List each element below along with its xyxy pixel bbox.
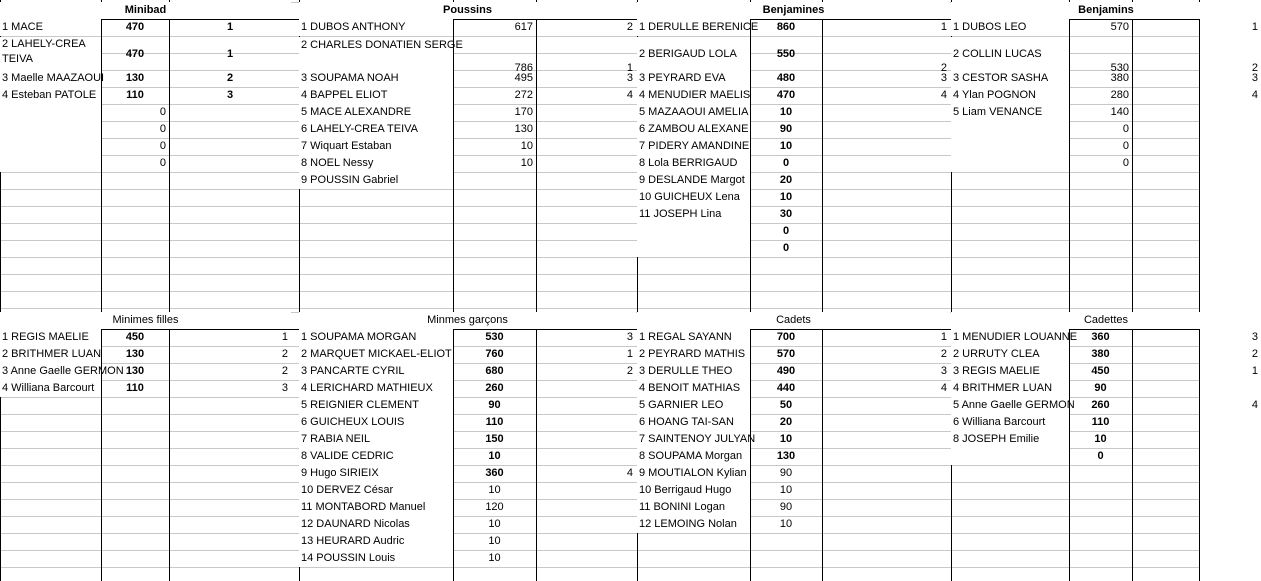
entry-name: 1 REGIS MAELIE (0, 329, 101, 346)
entry-rank (536, 499, 636, 516)
entry-name: 2 BERIGAUD LOLA (637, 37, 750, 71)
entry-score: 10 (488, 535, 501, 547)
entry-score: 470 (776, 89, 796, 101)
entry-name (951, 121, 1069, 138)
entry-score: 0 (159, 106, 166, 118)
entry-rank (536, 104, 636, 121)
entry-rank: 2 (1251, 348, 1258, 360)
entry-name: 1 REGAL SAYANN (637, 329, 750, 346)
entry-rank (536, 155, 636, 172)
entry-rank (1132, 138, 1261, 155)
entry-name: 2 COLLIN LUCAS (951, 37, 1069, 71)
entry-score: 10 (779, 140, 793, 152)
entry-rank (1132, 414, 1261, 431)
entry-score: 110 (1091, 416, 1110, 428)
entry-score: 786 (514, 62, 533, 74)
entry-name: 3 PEYRARD EVA (637, 70, 750, 87)
entry-rank (822, 138, 950, 155)
entry-score: 90 (1094, 382, 1107, 394)
entry-score: 380 (1091, 348, 1110, 360)
entry-rank (536, 397, 636, 414)
entry-name: 5 REIGNIER CLEMENT (299, 397, 453, 414)
entry-rank (536, 172, 636, 189)
cadettes-title: Cadettes (951, 312, 1261, 329)
entry-name: 6 GUICHEUX LOUIS (299, 414, 453, 431)
entry-name: 5 MAZAAOUI AMELIA (637, 104, 750, 121)
entry-name: 4 Ylan POGNON (951, 87, 1069, 104)
entry-name (951, 448, 1069, 465)
entry-score: 570 (1110, 21, 1129, 33)
entry-score: 170 (514, 106, 533, 118)
entry-rank: 3 (226, 89, 234, 101)
minimes-filles-title: Minimes filles (0, 312, 291, 329)
entry-rank: 3 (626, 72, 633, 84)
entry-name: 5 Anne Gaelle GERMON (951, 397, 1069, 414)
grid-row-line (0, 240, 1200, 241)
entry-name: 7 PIDERY AMANDINE (637, 138, 750, 155)
entry-name: 8 NOEL Nessy (299, 155, 453, 172)
entry-name: 4 BRITHMER LUAN (951, 380, 1069, 397)
entry-name: 9 DESLANDE Margot (637, 172, 750, 189)
entry-name: 10 GUICHEUX Lena (637, 189, 750, 206)
entry-name: 6 HOANG TAI-SAN (637, 414, 750, 431)
entry-name: 1 DUBOS LEO (951, 19, 1069, 36)
entry-score: 50 (779, 399, 793, 411)
entry-score: 110 (126, 89, 144, 101)
entry-name: 9 POUSSIN Gabriel (299, 172, 453, 189)
entry-score: 272 (514, 89, 533, 101)
entry-name: 8 Lola BERRIGAUD (637, 155, 750, 172)
entry-name: 12 DAUNARD Nicolas (299, 516, 453, 533)
entry-score: 150 (485, 433, 504, 445)
entry-name (951, 138, 1069, 155)
entry-rank: 3 (940, 72, 947, 84)
entry-rank: 2 (626, 365, 633, 377)
entry-rank (169, 155, 291, 172)
entry-rank (822, 189, 950, 206)
entry-score: 0 (1122, 157, 1129, 169)
entry-score: 570 (776, 348, 796, 360)
entry-score: 260 (485, 382, 504, 394)
entry-rank (536, 431, 636, 448)
entry-name: 6 LAHELY-CREA TEIVA (299, 121, 453, 138)
entry-name: 1 DERULLE BERENICE (637, 19, 750, 36)
poussins-title: Poussins (299, 2, 636, 19)
minimes-garcons-title: Minmes garçons (299, 312, 636, 329)
entry-name (0, 104, 101, 121)
entry-name: 7 Wiquart Estaban (299, 138, 453, 155)
entry-rank (1132, 431, 1261, 448)
entry-score: 470 (125, 21, 145, 33)
entry-score: 90 (488, 399, 501, 411)
entry-score: 380 (1110, 72, 1129, 84)
entry-rank: 1 (226, 48, 234, 60)
entry-name: 1 DUBOS ANTHONY (299, 19, 453, 36)
entry-rank (1132, 448, 1261, 465)
entry-score: 450 (1091, 365, 1110, 377)
entry-rank: 4 (626, 89, 633, 101)
entry-score: 0 (1097, 450, 1104, 462)
entry-rank: 4 (626, 467, 633, 479)
entry-score: 10 (520, 157, 533, 169)
entry-name: 3 Anne Gaelle GERMON (0, 363, 101, 380)
entry-name: 3 REGIS MAELIE (951, 363, 1069, 380)
entry-score: 30 (779, 208, 793, 220)
entry-rank (536, 414, 636, 431)
entry-rank: 2 (626, 21, 633, 33)
grid-row-line (0, 567, 1200, 568)
entry-name: 5 Liam VENANCE (951, 104, 1069, 121)
entry-score: 10 (779, 106, 793, 118)
entry-score: 90 (779, 467, 793, 479)
entry-score: 110 (485, 416, 504, 428)
entry-rank: 4 (1251, 89, 1258, 101)
benjamines-title: Benjamines (637, 2, 950, 19)
grid-row-line (0, 223, 1200, 224)
entry-rank (822, 223, 950, 240)
entry-name: 11 BONINI Logan (637, 499, 750, 516)
entry-rank (822, 448, 950, 465)
entry-rank: 1 (626, 62, 633, 74)
entry-score: 680 (485, 365, 504, 377)
entry-name: 5 MACE ALEXANDRE (299, 104, 453, 121)
entry-name (0, 121, 101, 138)
entry-name: 7 SAINTENOY JULYAN (637, 431, 750, 448)
entry-rank: 3 (281, 382, 288, 394)
entry-rank: 1 (626, 348, 633, 360)
entry-score: 0 (1122, 123, 1129, 135)
entry-rank: 4 (940, 382, 947, 394)
entry-name (0, 155, 101, 172)
entry-score: 120 (485, 501, 504, 513)
entry-name: 1 MENUDIER LOUANNE (951, 329, 1069, 346)
entry-name: 12 LEMOING Nolan (637, 516, 750, 533)
entry-name: 4 MENUDIER MAELIS (637, 87, 750, 104)
entry-name: 11 JOSEPH Lina (637, 206, 750, 223)
entry-name: 4 BAPPEL ELIOT (299, 87, 453, 104)
grid-row-line (0, 206, 1200, 207)
entry-rank (822, 172, 950, 189)
entry-score: 700 (776, 331, 796, 343)
entry-rank (1132, 121, 1261, 138)
entry-rank (822, 499, 950, 516)
entry-rank: 2 (1251, 62, 1258, 74)
entry-rank (822, 414, 950, 431)
entry-name: 4 Esteban PATOLE (0, 87, 101, 104)
entry-name: 2 PEYRARD MATHIS (637, 346, 750, 363)
entry-score: 0 (782, 242, 790, 254)
entry-name: 8 SOUPAMA Morgan (637, 448, 750, 465)
entry-name: 3 CESTOR SASHA (951, 70, 1069, 87)
entry-name: 2 URRUTY CLEA (951, 346, 1069, 363)
entry-score: 10 (520, 140, 533, 152)
entry-rank (536, 380, 636, 397)
entry-rank (1132, 104, 1261, 121)
entry-name: 3 SOUPAMA NOAH (299, 70, 453, 87)
entry-rank (822, 206, 950, 223)
entry-name: 8 JOSEPH Emilie (951, 431, 1069, 448)
entry-score: 130 (125, 348, 145, 360)
entry-rank (169, 121, 291, 138)
entry-name: 14 POUSSIN Louis (299, 550, 453, 567)
entry-score: 10 (779, 433, 793, 445)
grid-row-line (0, 189, 1200, 190)
entry-rank (536, 138, 636, 155)
entry-score: 10 (1094, 433, 1107, 445)
entry-score: 90 (779, 123, 793, 135)
entry-score: 20 (779, 416, 793, 428)
entry-score: 360 (485, 467, 504, 479)
entry-rank: 2 (940, 62, 947, 74)
entry-rank (1132, 380, 1261, 397)
entry-score: 130 (125, 365, 145, 377)
entry-name: 8 VALIDE CEDRIC (299, 448, 453, 465)
entry-score: 0 (1122, 140, 1129, 152)
entry-name: 3 PANCARTE CYRIL (299, 363, 453, 380)
entry-name (637, 223, 750, 240)
grid-row-line (0, 308, 1200, 309)
entry-score: 530 (1110, 62, 1129, 74)
entry-score: 470 (125, 48, 145, 60)
entry-name: 4 BENOIT MATHIAS (637, 380, 750, 397)
entry-score: 10 (779, 191, 793, 203)
entry-rank (169, 138, 291, 155)
entry-name: 2 MARQUET MICKAEL-ELIOT (299, 346, 453, 363)
grid-row-line (0, 274, 1200, 275)
grid-row-line (0, 291, 1200, 292)
entry-score: 0 (782, 225, 790, 237)
entry-rank (822, 431, 950, 448)
entry-name: 10 DERVEZ César (299, 482, 453, 499)
entry-name: 2 LAHELY-CREA TEIVA (0, 37, 101, 71)
entry-score: 495 (514, 72, 533, 84)
entry-rank: 3 (1251, 72, 1258, 84)
entry-rank (169, 104, 291, 121)
entry-name: 3 Maelle MAAZAOUI (0, 70, 101, 87)
entry-score: 360 (1091, 331, 1110, 343)
entry-score: 20 (779, 174, 793, 186)
entry-rank (536, 121, 636, 138)
entry-rank (536, 482, 636, 499)
entry-score: 10 (488, 450, 501, 462)
entry-name (0, 138, 101, 155)
grid-row-line (0, 257, 1200, 258)
entry-rank (822, 121, 950, 138)
entry-rank: 2 (226, 72, 234, 84)
entry-score (453, 172, 536, 189)
cadets-title: Cadets (637, 312, 950, 329)
entry-rank (822, 397, 950, 414)
entry-name: 2 CHARLES DONATIEN SERGE (299, 37, 453, 71)
entry-rank (1132, 155, 1261, 172)
entry-rank: 1 (281, 331, 288, 343)
entry-name: 4 LERICHARD MATHIEUX (299, 380, 453, 397)
entry-rank: 1 (940, 331, 947, 343)
entry-score: 490 (776, 365, 796, 377)
entry-score: 440 (776, 382, 796, 394)
entry-name: 1 SOUPAMA MORGAN (299, 329, 453, 346)
minibad-title: Minibad (0, 2, 291, 19)
entry-rank: 3 (1251, 331, 1258, 343)
entry-score: 110 (126, 382, 144, 394)
entry-name: 10 Berrigaud Hugo (637, 482, 750, 499)
entry-rank: 1 (1251, 365, 1258, 377)
entry-score: 10 (779, 518, 793, 530)
entry-rank (822, 482, 950, 499)
entry-rank: 2 (281, 348, 288, 360)
entry-rank (822, 155, 950, 172)
entry-score: 530 (485, 331, 504, 343)
entry-name: 4 Williana Barcourt (0, 380, 101, 397)
entry-score: 0 (159, 157, 166, 169)
entry-rank (536, 550, 636, 567)
entry-rank (822, 465, 950, 482)
entry-score: 0 (159, 140, 166, 152)
entry-name: 1 MACE (0, 19, 101, 36)
entry-score: 860 (776, 21, 796, 33)
entry-score: 760 (485, 348, 504, 360)
entry-name: 11 MONTABORD Manuel (299, 499, 453, 516)
entry-rank: 2 (281, 365, 288, 377)
entry-score: 450 (125, 331, 145, 343)
entry-rank (822, 104, 950, 121)
benjamins-title: Benjamins (951, 2, 1261, 19)
entry-rank (822, 516, 950, 533)
entry-name: 5 GARNIER LEO (637, 397, 750, 414)
entry-name: 13 HEURARD Audric (299, 533, 453, 550)
entry-name: 6 ZAMBOU ALEXANE (637, 121, 750, 138)
entry-score: 130 (514, 123, 533, 135)
entry-score: 280 (1110, 89, 1129, 101)
entry-rank (536, 533, 636, 550)
entry-rank: 2 (940, 348, 947, 360)
entry-score: 10 (488, 518, 501, 530)
entry-score: 0 (782, 157, 790, 169)
entry-name: 6 Williana Barcourt (951, 414, 1069, 431)
entry-rank (536, 448, 636, 465)
entry-rank: 3 (626, 331, 633, 343)
entry-name: 2 BRITHMER LUAN (0, 346, 101, 363)
entry-score: 480 (776, 72, 796, 84)
entry-rank: 1 (940, 21, 947, 33)
entry-score: 10 (488, 552, 501, 564)
entry-rank: 4 (1251, 399, 1258, 411)
entry-score: 617 (514, 21, 533, 33)
entry-rank (536, 516, 636, 533)
entry-rank: 1 (1251, 21, 1258, 33)
entry-score: 130 (776, 450, 796, 462)
entry-score: 10 (488, 484, 501, 496)
entry-name (637, 240, 750, 257)
entry-name: 7 RABIA NEIL (299, 431, 453, 448)
entry-rank: 1 (226, 21, 234, 33)
entry-rank (822, 240, 950, 257)
entry-name: 3 DERULLE THEO (637, 363, 750, 380)
entry-name: 9 Hugo SIRIEIX (299, 465, 453, 482)
entry-score: 550 (776, 48, 796, 60)
entry-name (951, 155, 1069, 172)
entry-score: 140 (1110, 106, 1129, 118)
entry-score: 90 (779, 501, 793, 513)
entry-rank: 3 (940, 365, 947, 377)
entry-score: 10 (779, 484, 793, 496)
entry-score: 130 (125, 72, 145, 84)
entry-rank: 4 (940, 89, 947, 101)
entry-score: 260 (1091, 399, 1110, 411)
entry-name: 9 MOUTIALON Kylian (637, 465, 750, 482)
entry-score: 0 (159, 123, 166, 135)
